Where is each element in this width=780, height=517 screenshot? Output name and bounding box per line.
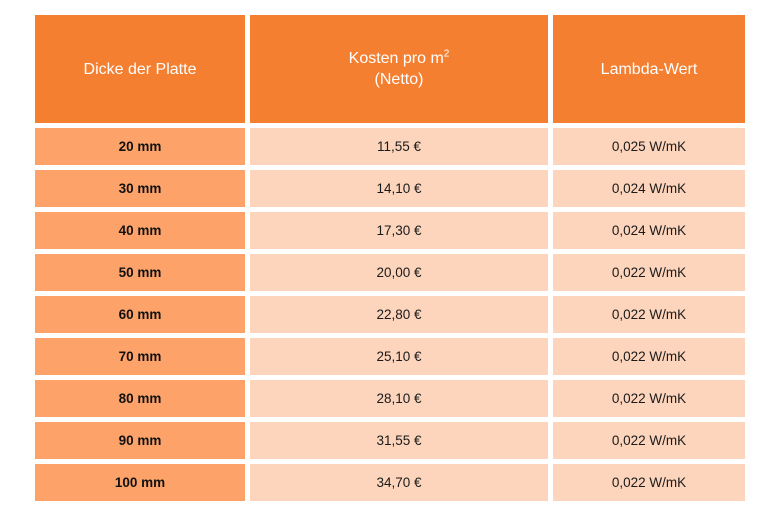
header-cost-line1: [349, 48, 450, 69]
table-row: [35, 338, 745, 375]
thickness-cell: 80 mm: [35, 380, 245, 417]
header-lambda: [553, 15, 745, 123]
cost-cell: 20,00 €: [250, 254, 548, 291]
thickness-cell: 30 mm: [35, 170, 245, 207]
header-lambda-label: Lambda-Wert: [600, 60, 698, 78]
cost-cell: 11,55 €: [250, 128, 548, 165]
header-cost-superscript: 2: [443, 48, 450, 60]
thickness-cell: 90 mm: [35, 422, 245, 459]
table-row: [35, 170, 745, 207]
header-thickness-label: Dicke der Platte: [83, 60, 197, 78]
cost-cell: 17,30 €: [250, 212, 548, 249]
header-cost-label: Kosten pro m: [348, 50, 444, 67]
cost-cell: 14,10 €: [250, 170, 548, 207]
lambda-cell: 0,022 W/mK: [553, 338, 745, 375]
thickness-cell: 70 mm: [35, 338, 245, 375]
table-row: [35, 128, 745, 165]
thickness-cell: 40 mm: [35, 212, 245, 249]
header-cost-line2: (Netto): [374, 71, 424, 88]
table-row: [35, 422, 745, 459]
thickness-cell: 50 mm: [35, 254, 245, 291]
lambda-cell: 0,025 W/mK: [553, 128, 745, 165]
lambda-cell: 0,022 W/mK: [553, 254, 745, 291]
table-row: [35, 212, 745, 249]
table-row: [35, 380, 745, 417]
price-table: [35, 15, 745, 506]
thickness-cell: 20 mm: [35, 128, 245, 165]
header-thickness: [35, 15, 245, 123]
lambda-cell: 0,022 W/mK: [553, 380, 745, 417]
lambda-cell: 0,024 W/mK: [553, 170, 745, 207]
cost-cell: 34,70 €: [250, 464, 548, 501]
cost-cell: 22,80 €: [250, 296, 548, 333]
cost-cell: 28,10 €: [250, 380, 548, 417]
table-header-row: [35, 15, 745, 123]
cost-cell: 31,55 €: [250, 422, 548, 459]
thickness-cell: 100 mm: [35, 464, 245, 501]
lambda-cell: 0,022 W/mK: [553, 464, 745, 501]
table-row: [35, 254, 745, 291]
cost-cell: 25,10 €: [250, 338, 548, 375]
table-row: [35, 296, 745, 333]
lambda-cell: 0,022 W/mK: [553, 422, 745, 459]
lambda-cell: 0,022 W/mK: [553, 296, 745, 333]
lambda-cell: 0,024 W/mK: [553, 212, 745, 249]
header-cost: [250, 15, 548, 123]
thickness-cell: 60 mm: [35, 296, 245, 333]
table-row: [35, 464, 745, 501]
